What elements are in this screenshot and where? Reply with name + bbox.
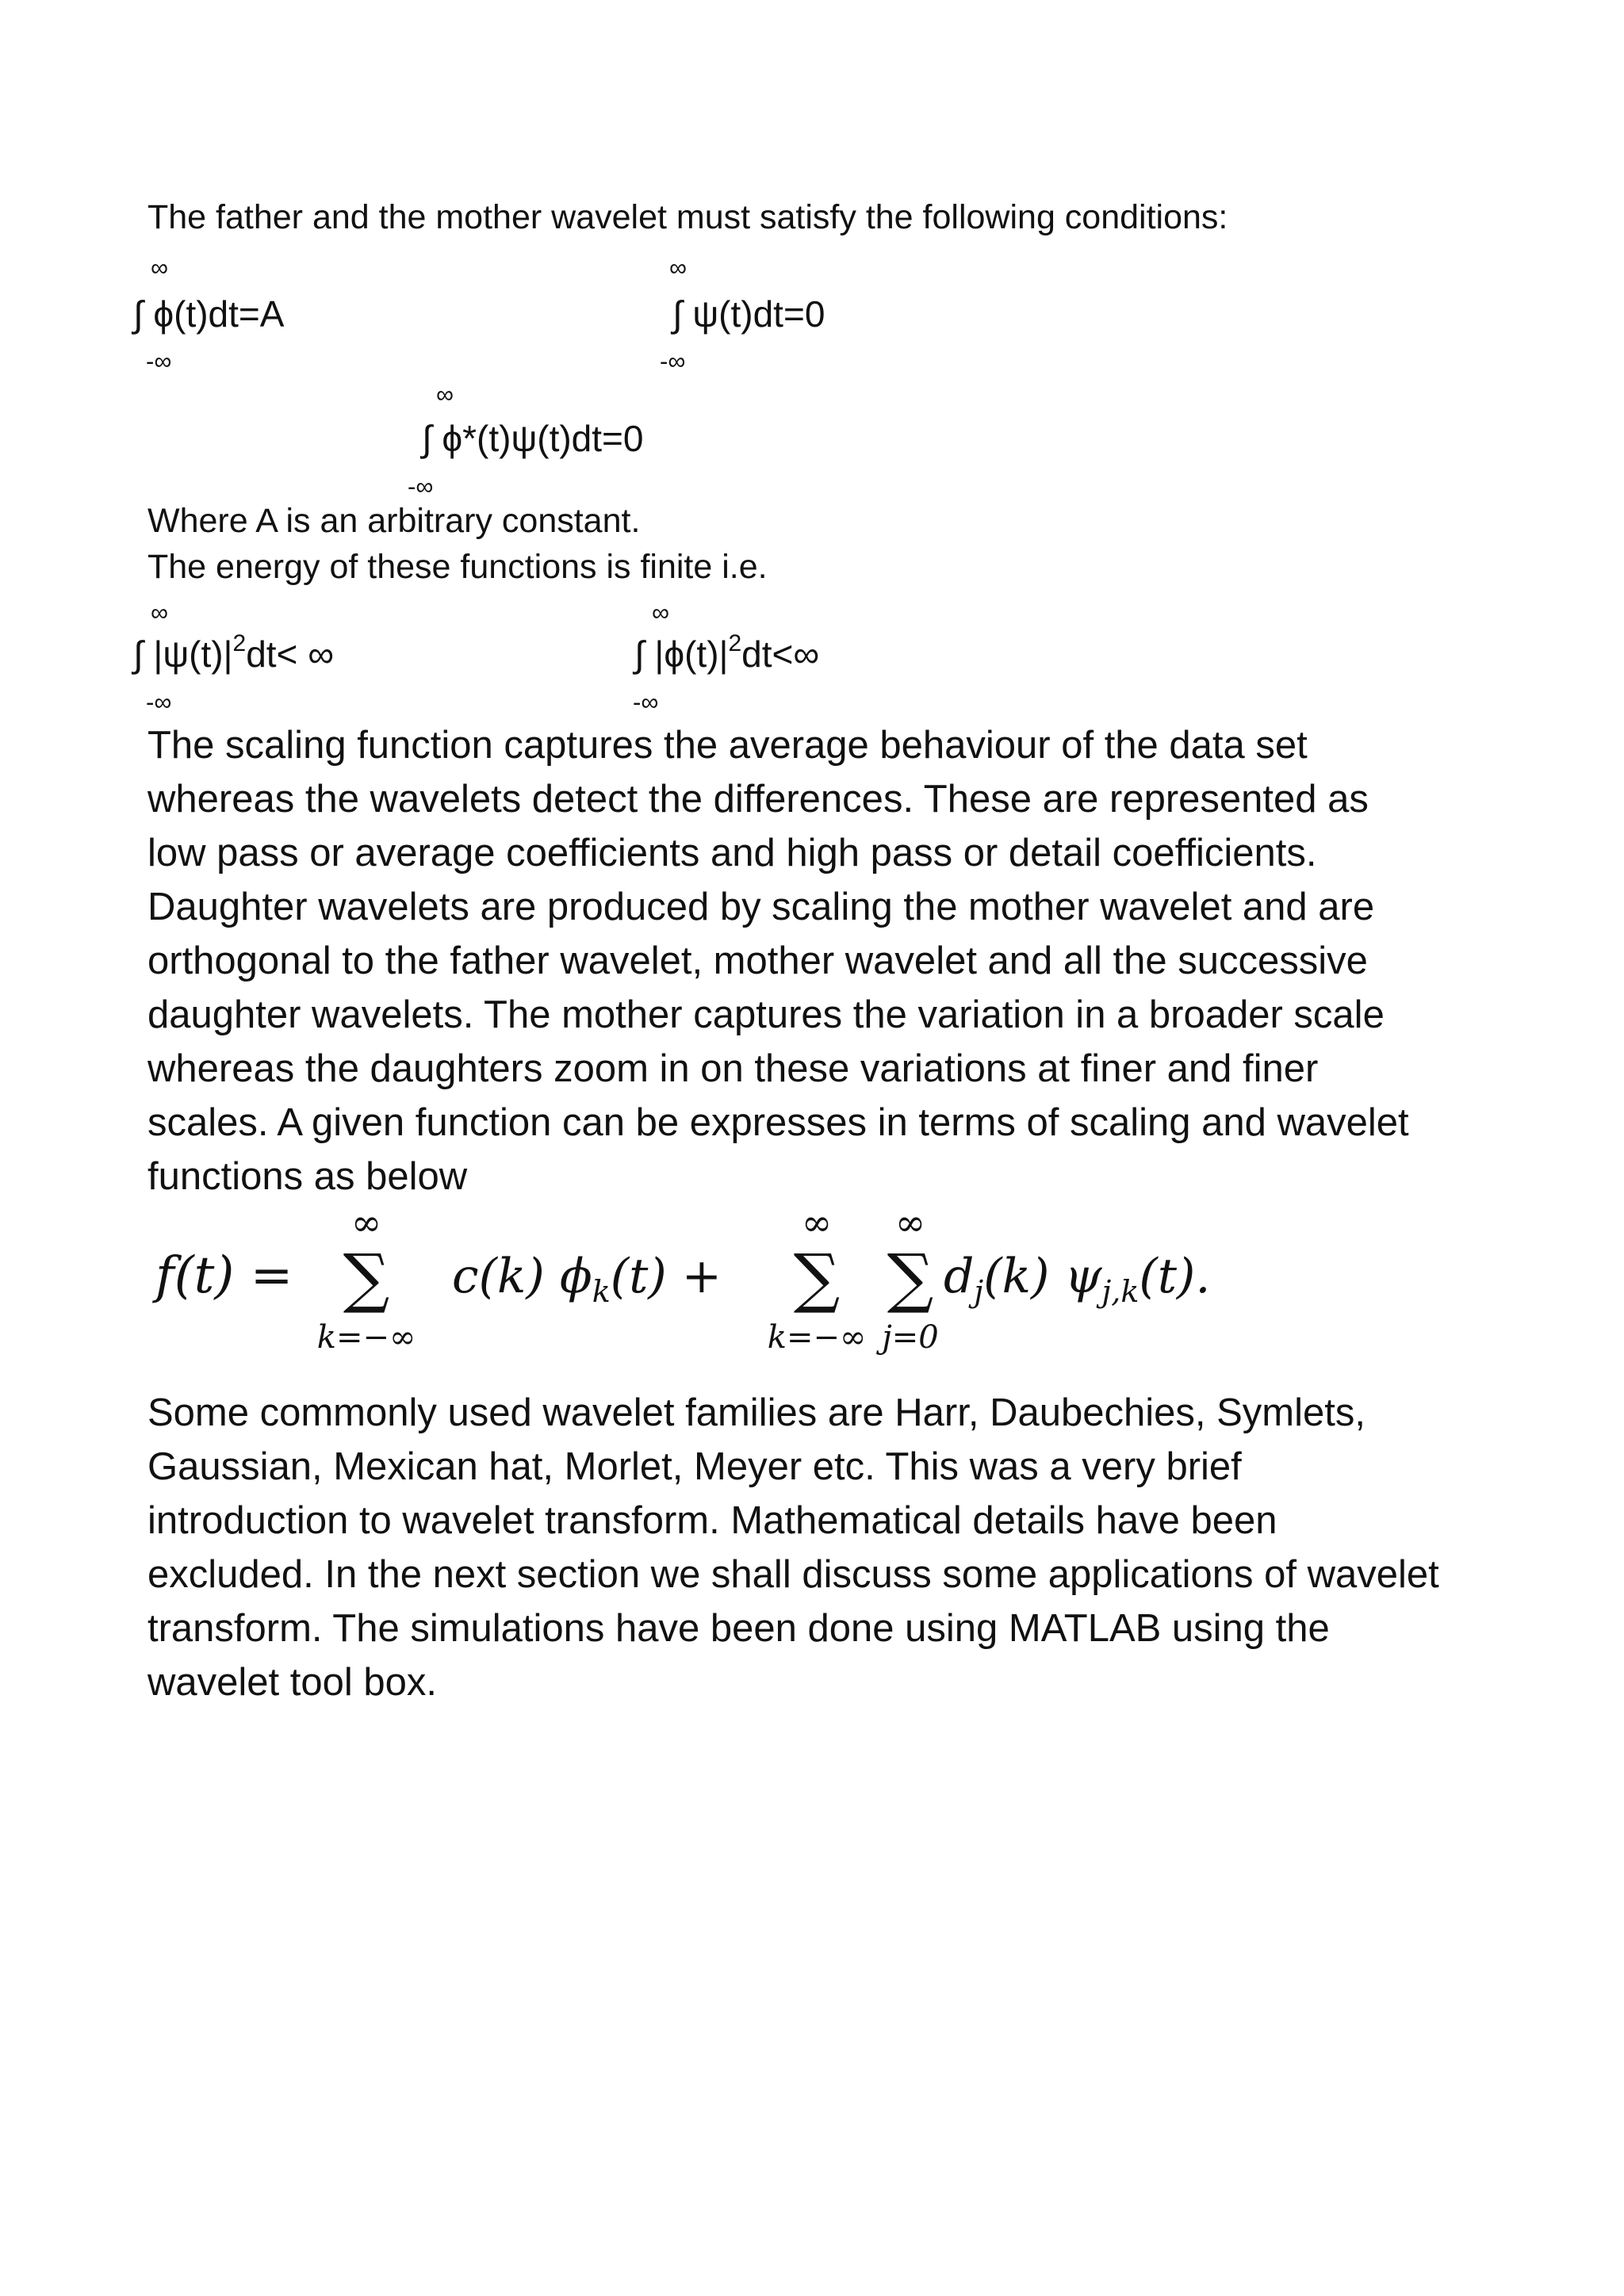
text-line: Gaussian, Mexican hat, Morlet, Meyer etc. This was a very brief <box>147 1445 1242 1488</box>
text-line: The scaling function captures the average behaviour of the data set <box>147 724 1308 767</box>
integral-expression: ∫ ϕ*(t)ψ(t)dt=0 <box>422 418 644 459</box>
sum3-upper-limit: ∞ <box>894 1201 926 1244</box>
sum1-lower-limit: k=−∞ <box>316 1319 416 1356</box>
term2-tail: (t). <box>1139 1249 1211 1304</box>
exponent: 2 <box>728 630 742 656</box>
text-line: orthogonal to the father wavelet, mother wavelet and all the successive <box>147 939 1368 982</box>
exponent: 2 <box>232 630 247 656</box>
text-line: whereas the wavelets detect the differences. These are represented as <box>147 778 1369 821</box>
text-line: functions as below <box>147 1155 468 1198</box>
intro-text: The father and the mother wavelet must satisfy the following conditions: <box>147 198 1228 236</box>
term2-subscript: j <box>974 1274 984 1309</box>
sum2-upper-limit: ∞ <box>801 1201 833 1244</box>
text-line: scales. A given function can be expresses in terms of scaling and wavelet <box>147 1101 1409 1144</box>
upper-limit: ∞ <box>151 599 169 626</box>
upper-limit: ∞ <box>436 381 454 408</box>
integral-expression <box>634 630 820 675</box>
term1-tail: (t) + <box>610 1249 722 1304</box>
integral-tail: dt<∞ <box>741 633 820 675</box>
term1-body: c(k) ϕ <box>452 1249 592 1304</box>
integral-body: ∫ |ψ(t)| <box>133 633 233 675</box>
text-line: Daughter wavelets are produced by scaling the mother wavelet and are <box>147 886 1375 928</box>
text-line: low pass or average coefficients and high pass or detail coefficients. <box>147 832 1317 874</box>
formula-lhs: f(t) = <box>155 1246 293 1305</box>
integral-expression <box>133 630 334 675</box>
sum3-lower-limit: j=0 <box>882 1319 939 1356</box>
integral-expression: ∫ ψ(t)dt=0 <box>672 293 825 335</box>
term2-body: d <box>944 1249 975 1304</box>
integral-tail: dt< ∞ <box>246 633 334 675</box>
text-line: Some commonly used wavelet families are Harr, Daubechies, Symlets, <box>147 1391 1365 1434</box>
text-line: whereas the daughters zoom in on these variations at finer and finer <box>147 1047 1319 1090</box>
term1-subscript: k <box>592 1274 611 1309</box>
upper-limit: ∞ <box>669 254 688 281</box>
text-line: excluded. In the next section we shall discuss some applications of wavelet <box>147 1553 1439 1596</box>
upper-limit: ∞ <box>652 599 670 626</box>
formula-term2 <box>944 1249 1210 1309</box>
energy-text: The energy of these functions is finite i.e. <box>147 548 768 586</box>
sum1-upper-limit: ∞ <box>350 1201 382 1244</box>
text-line: daughter wavelets. The mother captures the variation in a broader scale <box>147 993 1385 1036</box>
formula-term1 <box>452 1249 722 1309</box>
wavelet-expansion-formula <box>0 1189 1624 1372</box>
lower-limit: -∞ <box>408 473 434 500</box>
lower-limit: -∞ <box>146 347 172 375</box>
sum2-lower-limit: k=−∞ <box>767 1319 867 1356</box>
text-line: introduction to wavelet transform. Mathematical details have been <box>147 1499 1277 1542</box>
term2-subscript2: j,k <box>1101 1274 1139 1309</box>
text-line: wavelet tool box. <box>147 1661 437 1704</box>
paragraph-scaling-function <box>147 718 1496 1203</box>
lower-limit: -∞ <box>146 688 172 716</box>
lower-limit: -∞ <box>660 347 686 375</box>
sum-symbol: ∑ <box>343 1241 390 1316</box>
sum-symbol: ∑ <box>887 1241 934 1316</box>
text-line: transform. The simulations have been done using MATLAB using the <box>147 1607 1330 1650</box>
sum-symbol: ∑ <box>793 1241 841 1316</box>
upper-limit: ∞ <box>151 254 169 281</box>
paragraph-wavelet-families <box>147 1386 1496 1709</box>
term2-mid: (k) ψ <box>983 1249 1102 1304</box>
lower-limit: -∞ <box>633 688 659 716</box>
integral-body: ∫ |ϕ(t)| <box>634 633 729 675</box>
integral-expression: ∫ ϕ(t)dt=A <box>133 293 285 335</box>
where-text: Where A is an arbitrary constant. <box>147 502 641 540</box>
